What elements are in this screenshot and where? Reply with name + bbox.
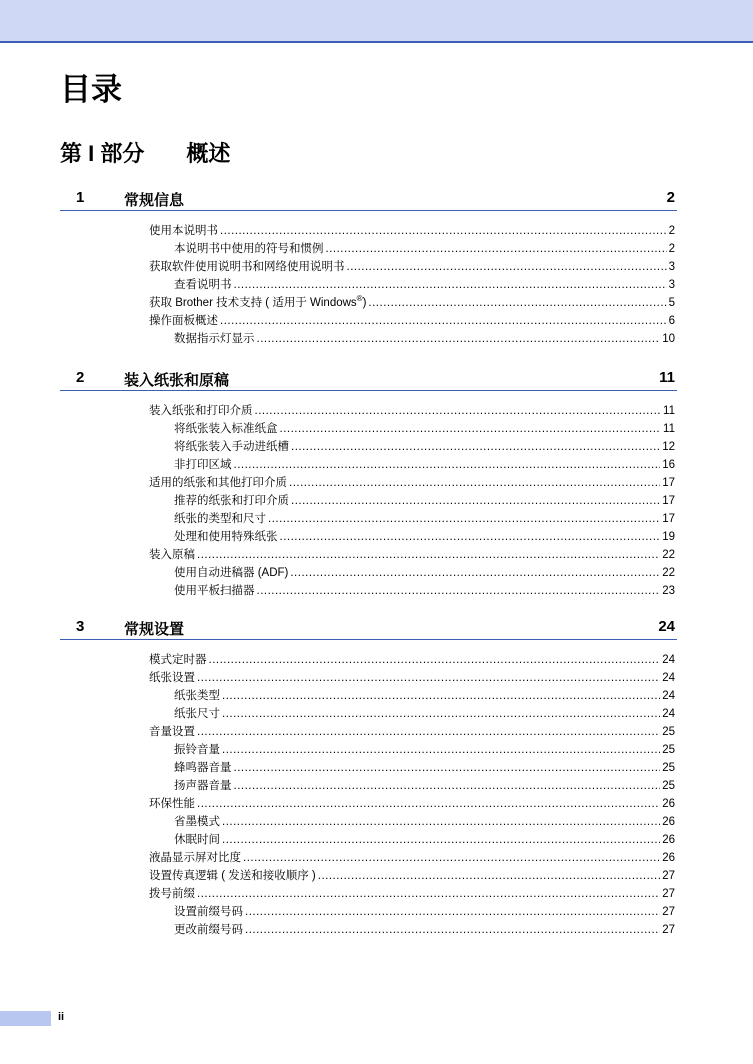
toc-entry-label [149, 546, 195, 564]
toc-entry-page: 3 [668, 279, 675, 291]
toc-entry-text: 设置前缀号码 [174, 906, 243, 918]
toc-entry-text: 设置传真逻辑 ( 发送和接收顺序 ) [149, 870, 316, 882]
toc-entry-label [149, 849, 241, 867]
toc-entry-text: 拨号前缀 [149, 888, 195, 900]
dot-leader [234, 777, 661, 795]
toc-entry-page: 5 [668, 297, 675, 309]
toc-entry-label [174, 831, 220, 849]
dot-leader [234, 276, 667, 294]
toc-entry-page: 19 [662, 531, 675, 543]
toc-entry-text: 操作面板概述 [149, 315, 218, 327]
toc-entry[interactable] [174, 813, 677, 831]
toc-entry-text: 将纸张装入手动进纸槽 [174, 441, 289, 453]
toc-entry-label [174, 921, 243, 939]
toc-entry-text: 省墨模式 [174, 816, 220, 828]
toc-entry-text: 纸张设置 [149, 672, 195, 684]
dot-leader [197, 723, 660, 741]
toc-entry[interactable] [149, 885, 677, 903]
toc-entry[interactable] [149, 402, 677, 420]
toc-entry-label [174, 276, 232, 294]
toc-entry[interactable] [174, 330, 677, 348]
toc-entry-label [149, 795, 195, 813]
toc-entry-text: 环保性能 [149, 798, 195, 810]
dot-leader [197, 546, 660, 564]
dot-leader [220, 312, 667, 330]
toc-entry[interactable] [174, 240, 677, 258]
toc-entry[interactable] [149, 222, 677, 240]
toc-entry-label [174, 492, 289, 510]
toc-entry-label [149, 723, 195, 741]
chapter-number: 1 [76, 189, 85, 206]
toc-entry-label [174, 777, 232, 795]
toc-entry-label [174, 687, 220, 705]
part-label: 第 I 部分 [60, 141, 145, 166]
toc-entry-label [174, 741, 220, 759]
toc-entry-page: 23 [662, 585, 675, 597]
toc-entry-text: 推荐的纸张和打印介质 [174, 495, 289, 507]
chapter-1 [60, 187, 677, 348]
toc-entry-text: 音量设置 [149, 726, 195, 738]
toc-entry-label [149, 885, 195, 903]
dot-leader [280, 528, 661, 546]
toc-entry-page: 22 [662, 549, 675, 561]
dot-leader [347, 258, 667, 276]
toc-entry-text: 纸张尺寸 [174, 708, 220, 720]
toc-entry-text: 振铃音量 [174, 744, 220, 756]
toc-entry[interactable] [174, 777, 677, 795]
toc-entry-page: 26 [662, 816, 675, 828]
dot-leader [257, 582, 661, 600]
chapter-title: 装入纸张和原稿 [124, 372, 230, 389]
toc-entry-text: 使用自动进稿器 (ADF) [174, 567, 289, 579]
page-title: 目录 [60, 72, 122, 107]
toc-entry-page: 27 [662, 906, 675, 918]
toc-entry[interactable] [149, 723, 677, 741]
toc-entry-page: 26 [662, 852, 675, 864]
toc-entry-page: 24 [662, 672, 675, 684]
chapter-number: 2 [76, 369, 85, 386]
toc-entry-page: 27 [662, 924, 675, 936]
toc-entry[interactable] [149, 546, 677, 564]
toc-entry-page: 17 [662, 477, 675, 489]
toc-entry[interactable] [149, 474, 677, 492]
dot-leader [234, 759, 661, 777]
dot-leader [222, 831, 660, 849]
toc-entry-page: 12 [662, 441, 675, 453]
toc-entry-page: 6 [668, 315, 675, 327]
dot-leader [291, 438, 660, 456]
toc-entry[interactable] [174, 741, 677, 759]
toc-entry-label [174, 420, 278, 438]
dot-leader [289, 474, 660, 492]
toc-entry-label [149, 669, 195, 687]
toc-entry[interactable] [149, 849, 677, 867]
toc-entry-text: 获取软件使用说明书和网络使用说明书 [149, 261, 345, 273]
toc-entry-page: 25 [662, 780, 675, 792]
toc-entry[interactable] [174, 759, 677, 777]
dot-leader [268, 510, 660, 528]
toc-entry-label [174, 903, 243, 921]
dot-leader [318, 867, 660, 885]
toc-entry[interactable] [149, 669, 677, 687]
footer-band [0, 1011, 51, 1026]
toc-entry-page: 25 [662, 726, 675, 738]
toc-entry-page: 16 [662, 459, 675, 471]
toc-entry-text: 数据指示灯显示 [174, 333, 255, 345]
toc-entry-page: 11 [663, 405, 675, 417]
toc-entry-text: 蜂鸣器音量 [174, 762, 232, 774]
toc-entry[interactable] [149, 867, 677, 885]
dot-leader [291, 492, 660, 510]
chapter-entries [60, 222, 677, 348]
toc-entry-text: 处理和使用特殊纸张 [174, 531, 278, 543]
toc-entry[interactable] [149, 258, 677, 276]
chapter-title: 常规信息 [124, 192, 185, 209]
toc-entry-text: 液晶显示屏对比度 [149, 852, 241, 864]
dot-leader [245, 921, 660, 939]
dot-leader [222, 813, 660, 831]
toc-entry-label [174, 330, 255, 348]
toc-entry-label [174, 510, 266, 528]
dot-leader [220, 222, 667, 240]
toc-entry-label [174, 456, 232, 474]
toc-entry[interactable] [174, 438, 677, 456]
footer-page-number: ii [58, 1011, 65, 1023]
toc-entry-text: 更改前缀号码 [174, 924, 243, 936]
dot-leader [197, 795, 660, 813]
dot-leader [197, 669, 660, 687]
toc-entry-page: 10 [662, 333, 675, 345]
toc-entry-label [174, 564, 288, 582]
toc-entry-page: 25 [662, 744, 675, 756]
toc-entry[interactable] [174, 903, 677, 921]
toc-entry-text: 装入原稿 [149, 549, 195, 561]
chapter-title: 常规设置 [124, 621, 185, 638]
chapter-page: 11 [659, 369, 675, 386]
part-heading [60, 137, 230, 168]
part-title: 概述 [186, 141, 231, 166]
toc-entry-label [174, 240, 324, 258]
dot-leader [280, 420, 662, 438]
toc-entry-text: 使用本说明书 [149, 225, 218, 237]
toc-entry-text: 使用平板扫描器 [174, 585, 255, 597]
toc-entry[interactable] [174, 564, 677, 582]
toc-entry-text: 获取 Brother 技术支持 ( 适用于 Windows [149, 297, 357, 309]
toc-entry-page: 27 [662, 888, 675, 900]
dot-leader [197, 885, 660, 903]
registered-mark: ® [356, 294, 363, 304]
toc-entry-page: 3 [668, 261, 675, 273]
toc-entry-text: 将纸张装入标准纸盒 [174, 423, 278, 435]
toc-entry-page: 2 [668, 243, 675, 255]
toc-entry-text: 装入纸张和打印介质 [149, 405, 253, 417]
toc-entry-label [174, 438, 289, 456]
chapter-number: 3 [76, 618, 85, 635]
toc-entry-text: 适用的纸张和其他打印介质 [149, 477, 287, 489]
chapter-page: 24 [658, 618, 675, 635]
toc-entry-page: 17 [662, 513, 675, 525]
dot-leader [257, 330, 661, 348]
toc-entry-label [149, 402, 253, 420]
toc-entry[interactable] [149, 795, 677, 813]
toc-entry-page: 17 [662, 495, 675, 507]
dot-leader [326, 240, 667, 258]
chapter-heading[interactable] [60, 616, 677, 640]
toc-entry-label [149, 294, 366, 312]
toc-entry-label [174, 759, 232, 777]
toc-entry-label [149, 867, 316, 885]
dot-leader [222, 687, 660, 705]
toc-entry-label [149, 312, 218, 330]
toc-entry[interactable] [174, 276, 677, 294]
toc-entry-page: 26 [662, 834, 675, 846]
toc-entry-page: 26 [662, 798, 675, 810]
toc-entry[interactable] [149, 294, 677, 312]
toc-entry-label [174, 528, 278, 546]
dot-leader [255, 402, 662, 420]
toc-entry-text: 非打印区域 [174, 459, 232, 471]
toc-entry-label [174, 582, 255, 600]
toc-entry[interactable] [174, 528, 677, 546]
toc-entry[interactable] [174, 921, 677, 939]
toc-entry-label [174, 705, 220, 723]
toc-entry[interactable] [149, 312, 677, 330]
toc-entry-suffix: ) [362, 297, 367, 309]
chapter-heading[interactable] [60, 187, 677, 211]
dot-leader [234, 456, 661, 474]
toc-entry-page: 24 [662, 654, 675, 666]
toc-entry-page: 25 [662, 762, 675, 774]
dot-leader [368, 294, 666, 312]
toc-entry-text: 扬声器音量 [174, 780, 232, 792]
toc-entry-label [149, 258, 345, 276]
dot-leader [209, 651, 661, 669]
toc-entry-page: 11 [663, 423, 675, 435]
toc-entry[interactable] [174, 420, 677, 438]
dot-leader [222, 705, 660, 723]
toc-entry-text: 查看说明书 [174, 279, 232, 291]
toc-entry[interactable] [174, 582, 677, 600]
chapter-entries [60, 402, 677, 600]
toc-entry-text: 本说明书中使用的符号和惯例 [174, 243, 324, 255]
toc-entry-label [149, 474, 287, 492]
toc-entry-text: 纸张类型 [174, 690, 220, 702]
dot-leader [245, 903, 660, 921]
chapter-heading[interactable] [60, 367, 677, 391]
toc-entry[interactable] [174, 492, 677, 510]
toc-entry-page: 27 [662, 870, 675, 882]
toc-entry[interactable] [174, 510, 677, 528]
dot-leader [243, 849, 660, 867]
chapter-page: 2 [666, 189, 675, 206]
toc-entry[interactable] [149, 651, 677, 669]
toc-entry-label [149, 222, 218, 240]
toc-entry-page: 24 [662, 708, 675, 720]
chapter-2 [60, 367, 677, 600]
toc-entry-page: 2 [668, 225, 675, 237]
header-band [0, 0, 753, 43]
toc-entry[interactable] [174, 831, 677, 849]
dot-leader [222, 741, 660, 759]
dot-leader [290, 564, 660, 582]
toc-entry[interactable] [174, 687, 677, 705]
toc-entry-page: 24 [662, 690, 675, 702]
toc-entry[interactable] [174, 456, 677, 474]
toc-entry-page: 22 [662, 567, 675, 579]
chapter-entries [60, 651, 677, 939]
toc-entry-text: 纸张的类型和尺寸 [174, 513, 266, 525]
chapter-3 [60, 616, 677, 939]
toc-entry[interactable] [174, 705, 677, 723]
toc-entry-label [174, 813, 220, 831]
toc-entry-text: 休眠时间 [174, 834, 220, 846]
toc-entry-text: 模式定时器 [149, 654, 207, 666]
toc-entry-label [149, 651, 207, 669]
